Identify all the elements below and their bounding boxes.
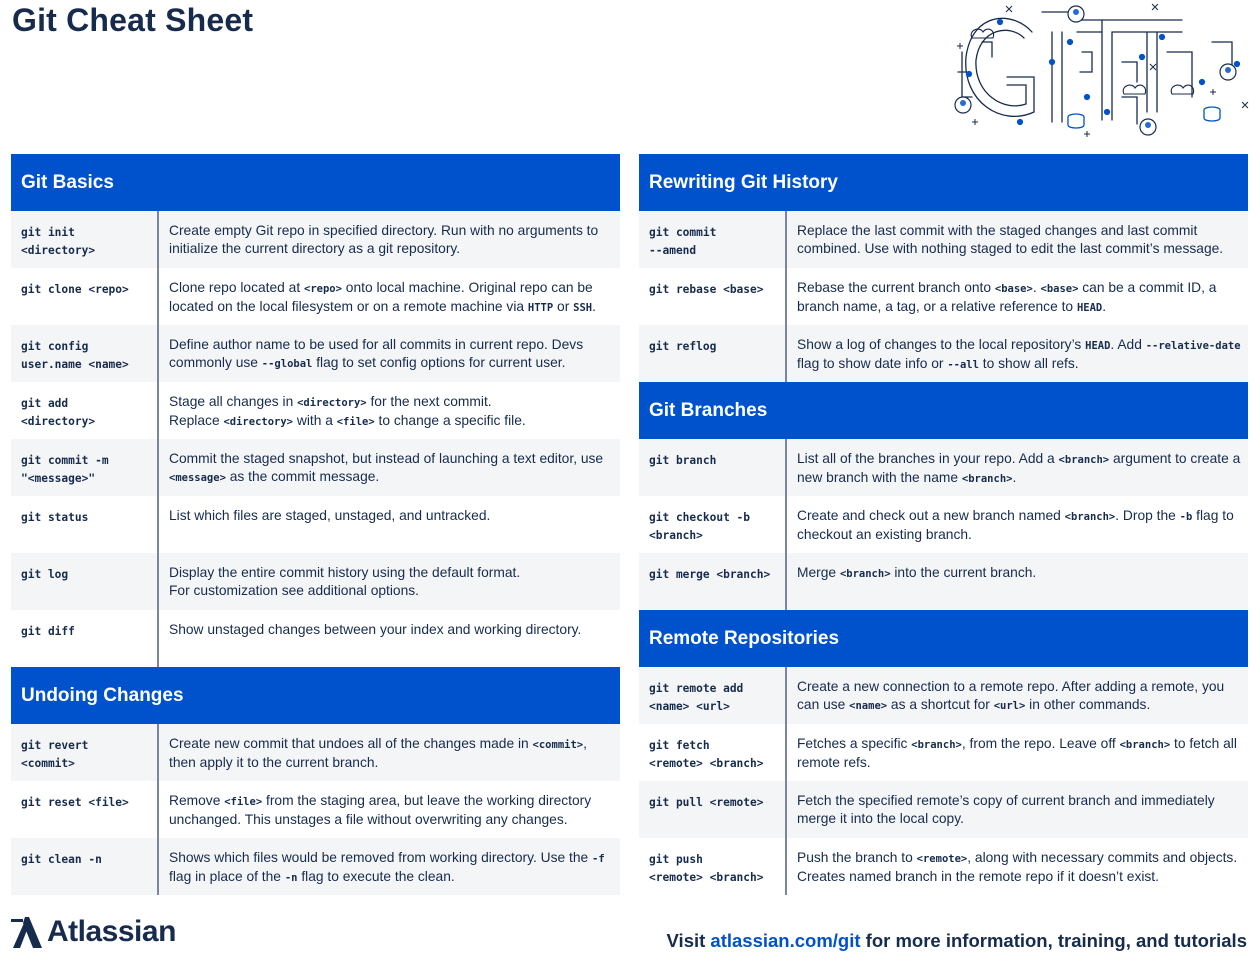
command-description bbox=[159, 724, 620, 781]
description-text: Remove bbox=[169, 793, 225, 808]
cloud-icon bbox=[1123, 85, 1145, 94]
section-rows bbox=[11, 211, 620, 667]
command-row bbox=[11, 268, 620, 325]
command-description bbox=[159, 382, 620, 439]
section-rows bbox=[639, 667, 1248, 895]
section-heading: Undoing Changes bbox=[11, 667, 620, 724]
command-description bbox=[159, 439, 620, 496]
inline-code: <directory> bbox=[297, 397, 367, 409]
inline-code: SSH bbox=[573, 302, 593, 314]
description-text: flag to checkout an existing branch. bbox=[797, 508, 1234, 542]
command-description bbox=[787, 325, 1248, 382]
command-description bbox=[159, 496, 620, 553]
description-text: , along with necessary commits and objects. Creates named branch in the remote repo if it doesn’t exist. bbox=[797, 850, 1238, 884]
command-description bbox=[787, 496, 1248, 553]
description-text: flag to show date info or bbox=[797, 356, 948, 371]
command-description bbox=[159, 610, 620, 667]
description-text: Create empty Git repo in specified directory. Run with no arguments to initialize the current directory as a git repository. bbox=[169, 223, 599, 256]
description-text: Show a log of changes to the local repository’s bbox=[797, 337, 1086, 352]
command-description bbox=[159, 838, 620, 895]
command-text: git pull <remote> bbox=[639, 781, 787, 838]
command-text: git branch bbox=[639, 439, 787, 496]
description-text: or bbox=[553, 299, 574, 314]
command-description bbox=[787, 838, 1248, 895]
command-description bbox=[787, 781, 1248, 838]
description-text: Push the branch to bbox=[797, 850, 917, 865]
inline-code: <name> bbox=[849, 700, 888, 712]
description-text: onto local machine. Original repo can be located on the local filesystem or on a remote machine via bbox=[169, 280, 593, 314]
inline-code: -f bbox=[592, 853, 605, 865]
command-row bbox=[11, 439, 620, 496]
command-text: git commit --amend bbox=[639, 211, 787, 268]
description-text: Display the entire commit history using the default format. bbox=[169, 565, 521, 580]
description-text: Shows which files would be removed from working directory. Use the bbox=[169, 850, 593, 865]
description-text: Rebase the current branch onto bbox=[797, 280, 995, 295]
section-heading: Git Branches bbox=[639, 382, 1248, 439]
command-row bbox=[11, 724, 620, 781]
command-row bbox=[11, 553, 620, 610]
inline-code: -n bbox=[284, 872, 298, 884]
command-text: git diff bbox=[11, 610, 159, 667]
inline-code: <branch> bbox=[1058, 454, 1110, 466]
command-description bbox=[787, 211, 1248, 268]
command-row bbox=[11, 838, 620, 895]
command-text: git fetch <remote> <branch> bbox=[639, 724, 787, 781]
section-heading: Rewriting Git History bbox=[639, 154, 1248, 211]
description-text: Create a new connection to a remote repo. After adding a remote, you can use bbox=[797, 679, 1225, 712]
description-text: as a shortcut for bbox=[887, 697, 994, 712]
section-rows bbox=[639, 439, 1248, 610]
description-text: Replace the last commit with the staged changes and last commit combined. Use with nothing staged to edit the last commit’s message. bbox=[797, 223, 1224, 256]
description-text: argument to create a new branch with the name bbox=[797, 451, 1241, 485]
description-text: . Add bbox=[1110, 337, 1146, 352]
command-row bbox=[11, 781, 620, 838]
description-text: Define author name to be used for all commits in current repo. Devs commonly use bbox=[169, 337, 584, 370]
inline-code: <directory> bbox=[223, 416, 294, 428]
description-text: List which files are staged, unstaged, and untracked. bbox=[169, 508, 491, 523]
command-row bbox=[639, 439, 1248, 496]
atlassian-mark-icon bbox=[11, 915, 43, 949]
command-row bbox=[639, 838, 1248, 895]
command-text: git add <directory> bbox=[11, 382, 159, 439]
description-text: . Drop the bbox=[1115, 508, 1180, 523]
inline-code: --global bbox=[261, 358, 313, 370]
command-row bbox=[639, 268, 1248, 325]
command-description bbox=[787, 439, 1248, 496]
command-text: git merge <branch> bbox=[639, 553, 787, 610]
command-text: git checkout -b <branch> bbox=[639, 496, 787, 553]
description-text: for the next commit. bbox=[366, 394, 492, 409]
description-text: For customization see additional options. bbox=[169, 583, 420, 598]
description-text: into the current branch. bbox=[890, 565, 1037, 580]
description-text: can be a commit ID, a branch name, a tag, or a relative reference to bbox=[797, 280, 1217, 314]
command-text: git clone <repo> bbox=[11, 268, 159, 325]
command-row bbox=[639, 553, 1248, 610]
inline-code: <message> bbox=[169, 472, 226, 484]
description-text: flag to execute the clean. bbox=[297, 869, 455, 884]
command-row bbox=[11, 610, 620, 667]
left-column bbox=[11, 154, 620, 895]
description-text: Create new commit that undoes all of the changes made in bbox=[169, 736, 533, 751]
command-row bbox=[11, 211, 620, 268]
description-text: Clone repo located at bbox=[169, 280, 304, 295]
section-heading: Git Basics bbox=[11, 154, 620, 211]
description-text: . bbox=[1012, 470, 1017, 485]
atlassian-wordmark: Atlassian bbox=[47, 915, 176, 948]
inline-code: --relative-date bbox=[1145, 340, 1241, 352]
section-heading: Remote Repositories bbox=[639, 610, 1248, 667]
command-description bbox=[787, 553, 1248, 610]
git-maze-illustration bbox=[952, 2, 1250, 138]
inline-code: <commit> bbox=[532, 739, 584, 751]
description-text: to fetch all remote refs. bbox=[797, 736, 1237, 770]
inline-code: <branch> bbox=[911, 739, 962, 751]
inline-code: <file> bbox=[224, 796, 263, 808]
command-text: git clean -n bbox=[11, 838, 159, 895]
command-description bbox=[787, 268, 1248, 325]
footer-suffix: for more information, training, and tutorials bbox=[860, 930, 1247, 951]
description-text: flag in place of the bbox=[169, 869, 285, 884]
atlassian-logo bbox=[11, 914, 176, 950]
command-description bbox=[159, 325, 620, 382]
description-text: Show unstaged changes between your index and working directory. bbox=[169, 622, 582, 637]
description-text: . bbox=[592, 299, 596, 314]
command-description bbox=[159, 781, 620, 838]
inline-code: <url> bbox=[993, 700, 1026, 712]
t-letter-right bbox=[1147, 32, 1157, 112]
command-description bbox=[159, 268, 620, 325]
command-row bbox=[639, 211, 1248, 268]
description-text: Replace bbox=[169, 413, 224, 428]
inline-code: <remote> bbox=[916, 853, 968, 865]
section-rows bbox=[11, 724, 620, 895]
description-text: Commit the staged snapshot, but instead of launching a text editor, use bbox=[169, 451, 604, 466]
inline-code: -b bbox=[1179, 511, 1193, 523]
command-text: git reset <file> bbox=[11, 781, 159, 838]
inline-code: HEAD bbox=[1076, 302, 1103, 314]
cloud-icon bbox=[1171, 85, 1193, 94]
command-row bbox=[639, 781, 1248, 838]
footer-cta bbox=[667, 930, 1247, 952]
command-row bbox=[11, 496, 620, 553]
description-text: to show all refs. bbox=[978, 356, 1079, 371]
command-row bbox=[639, 325, 1248, 382]
command-row bbox=[639, 496, 1248, 553]
command-row bbox=[639, 724, 1248, 781]
inline-code: <branch> bbox=[839, 568, 891, 580]
inline-code: <repo> bbox=[304, 283, 342, 295]
inline-code: HEAD bbox=[1085, 340, 1111, 352]
command-text: git remote add <name> <url> bbox=[639, 667, 787, 724]
description-text: Fetch the specified remote’s copy of current branch and immediately merge it into the local copy. bbox=[797, 793, 1215, 826]
description-text: from the staging area, but leave the working directory unchanged. This unstages a file without overwriting any changes. bbox=[169, 793, 592, 827]
description-text: Fetches a specific bbox=[797, 736, 912, 751]
command-row bbox=[639, 667, 1248, 724]
inline-code: <branch> bbox=[1119, 739, 1171, 751]
command-text: git commit -m "<message>" bbox=[11, 439, 159, 496]
command-text: git config user.name <name> bbox=[11, 325, 159, 382]
command-text: git reflog bbox=[639, 325, 787, 382]
description-text: , from the repo. Leave off bbox=[961, 736, 1120, 751]
command-text: git push <remote> <branch> bbox=[639, 838, 787, 895]
description-text: to change a specific file. bbox=[374, 413, 526, 428]
footer-prefix: Visit bbox=[666, 930, 711, 951]
inline-code: <branch> bbox=[1064, 511, 1116, 523]
command-text: git init <directory> bbox=[11, 211, 159, 268]
command-text: git revert <commit> bbox=[11, 724, 159, 781]
page-title: Git Cheat Sheet bbox=[12, 2, 254, 38]
command-description bbox=[159, 553, 620, 610]
description-text: in other commands. bbox=[1025, 697, 1151, 712]
command-row bbox=[11, 325, 620, 382]
inline-code: <file> bbox=[336, 416, 375, 428]
inline-code: --all bbox=[947, 359, 979, 371]
command-text: git rebase <base> bbox=[639, 268, 787, 325]
description-text: List all of the branches in your repo. Add a bbox=[797, 451, 1059, 466]
section-rows bbox=[639, 211, 1248, 382]
command-description bbox=[787, 667, 1248, 724]
command-row bbox=[11, 382, 620, 439]
command-text: git status bbox=[11, 496, 159, 553]
command-description bbox=[787, 724, 1248, 781]
description-text: . bbox=[1102, 299, 1107, 314]
description-text: with a bbox=[293, 413, 337, 428]
inline-code: <base> bbox=[994, 283, 1033, 295]
inline-code: <branch> bbox=[961, 473, 1013, 485]
i-letter bbox=[1052, 32, 1062, 122]
t-letter-left bbox=[1102, 20, 1112, 120]
description-text: flag to set config options for current user. bbox=[312, 355, 566, 370]
command-description bbox=[159, 211, 620, 268]
right-column bbox=[639, 154, 1248, 895]
description-text: , then apply it to the current branch. bbox=[169, 736, 587, 770]
inline-code: HTTP bbox=[527, 302, 554, 314]
t-letter-top bbox=[1077, 20, 1182, 32]
description-text: . bbox=[1032, 280, 1041, 295]
description-text: as the commit message. bbox=[225, 469, 380, 484]
inline-code: <base> bbox=[1040, 283, 1079, 295]
description-text: Stage all changes in bbox=[169, 394, 298, 409]
description-text: Merge bbox=[797, 565, 840, 580]
description-text: Create and check out a new branch named bbox=[797, 508, 1065, 523]
footer-link[interactable]: atlassian.com/git bbox=[710, 930, 861, 951]
command-text: git log bbox=[11, 553, 159, 610]
